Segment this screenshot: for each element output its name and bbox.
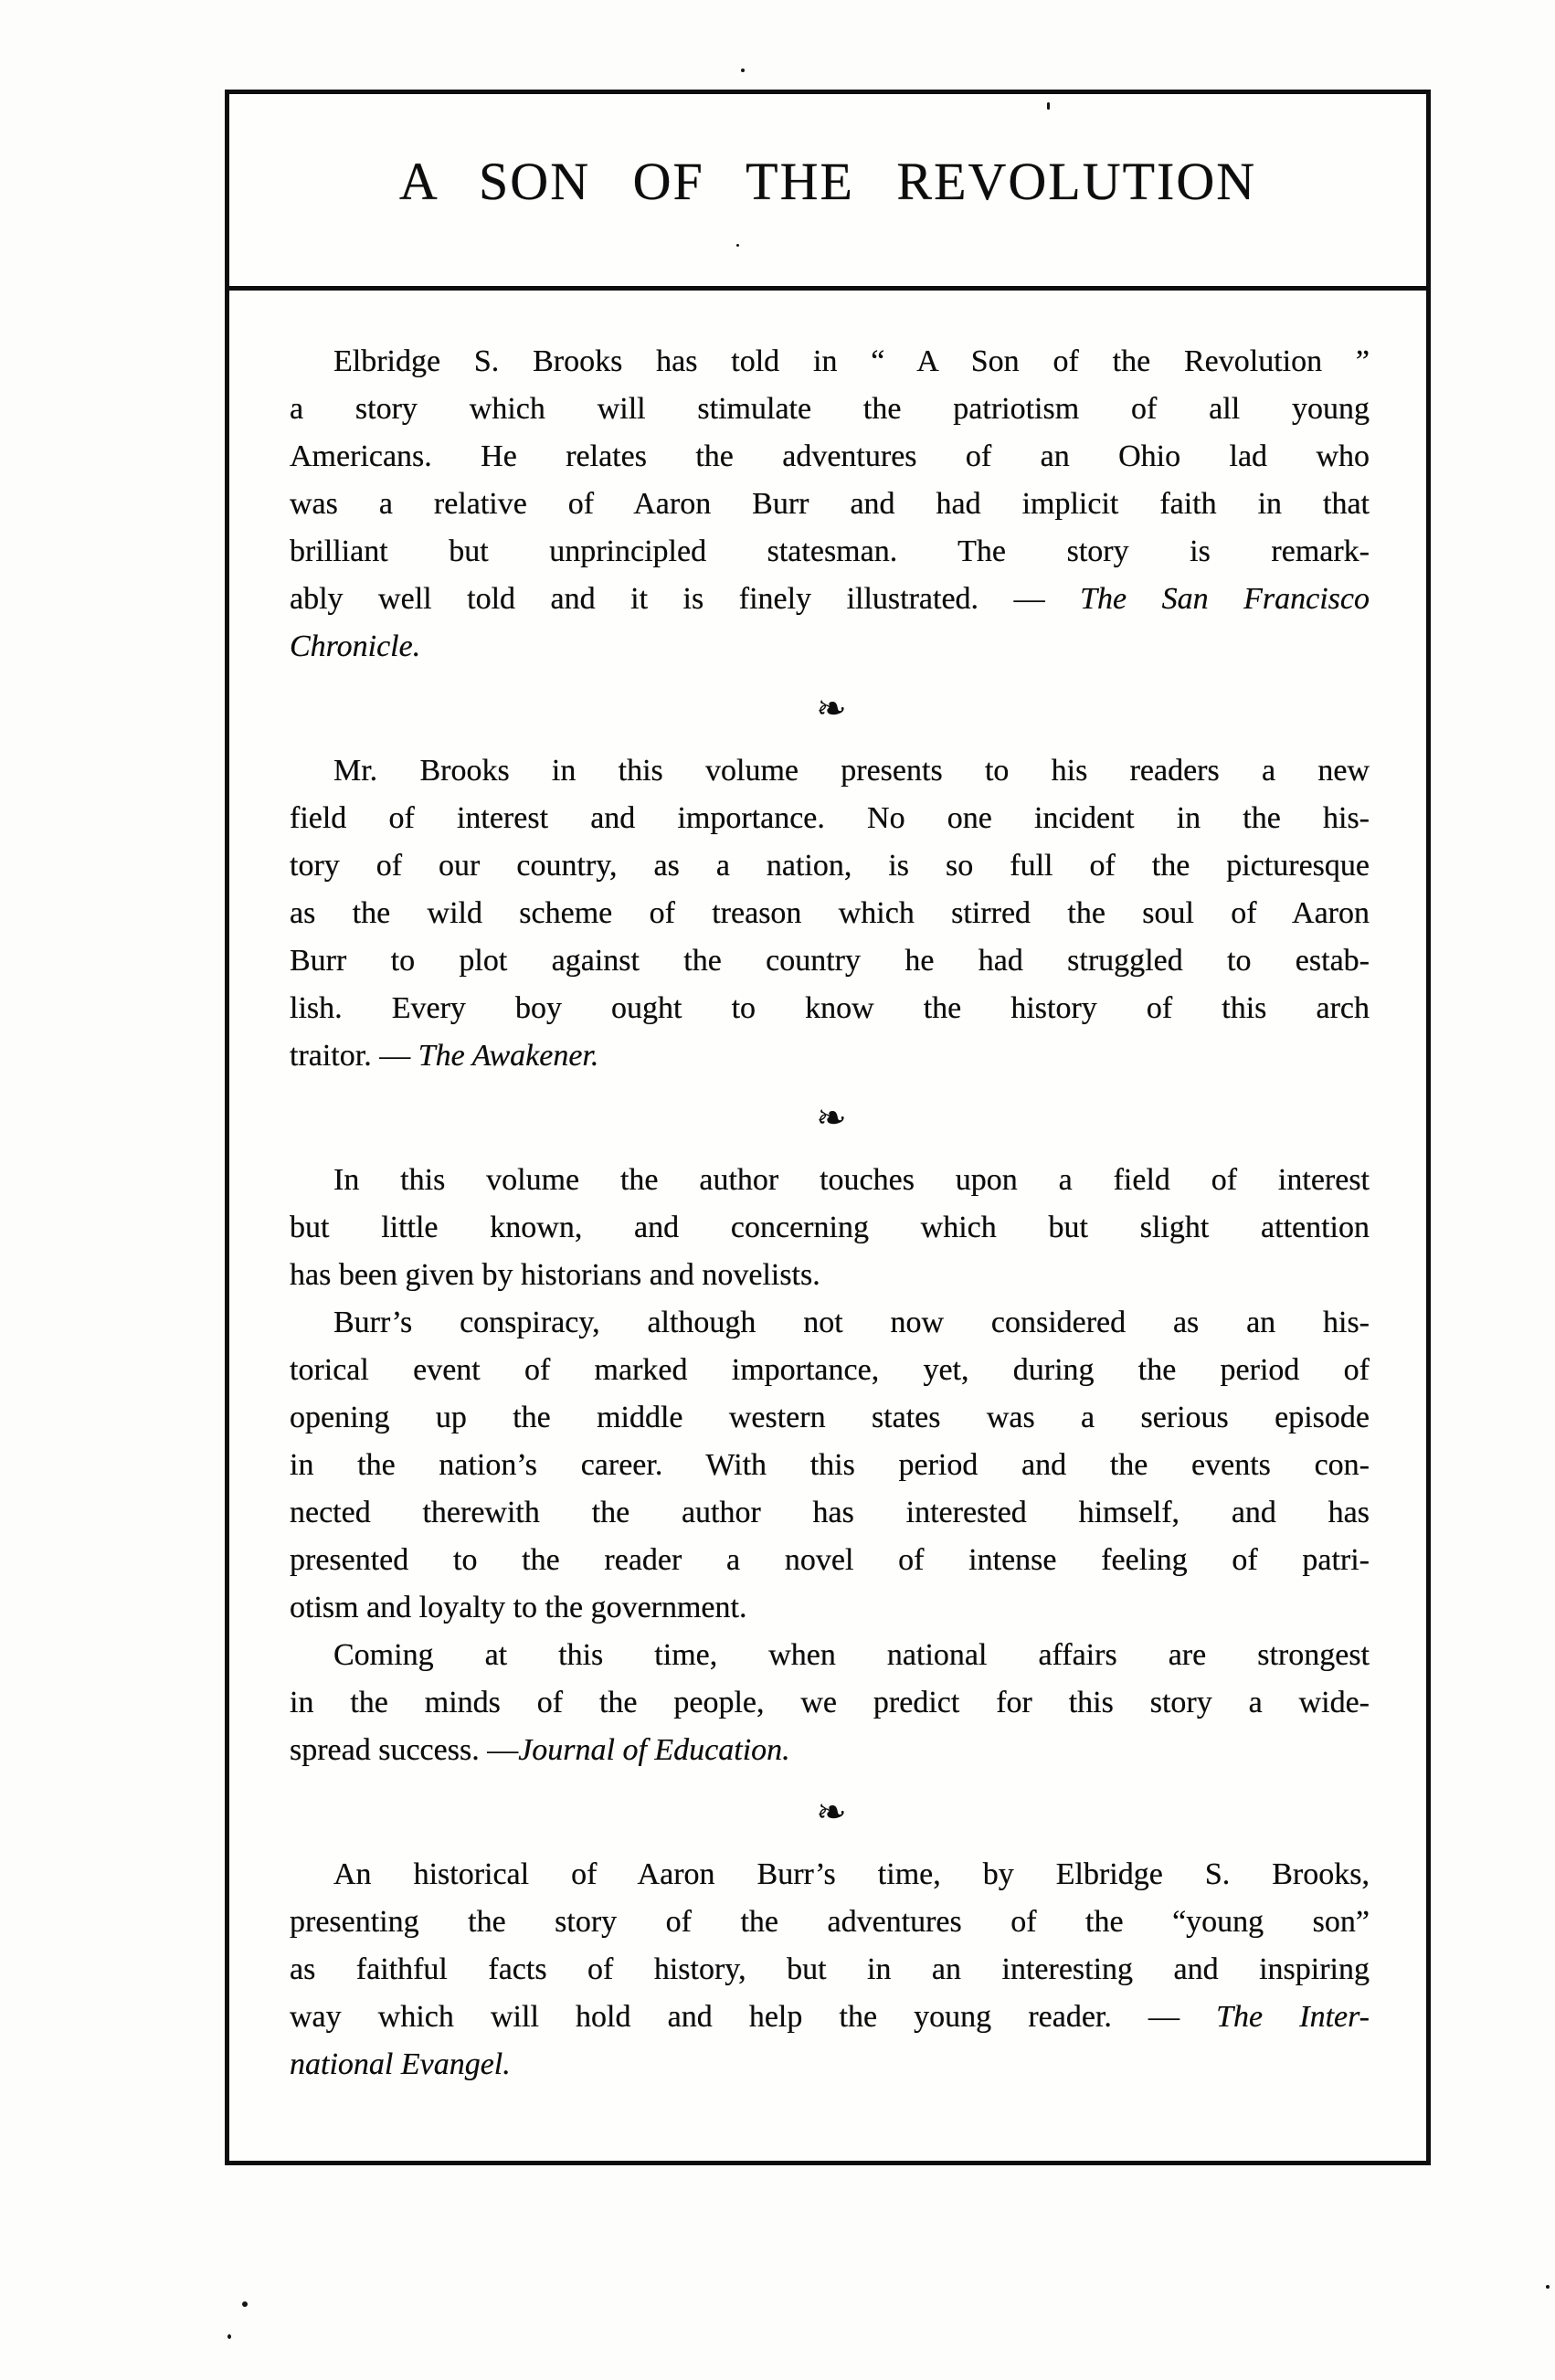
text-line [290, 1347, 1370, 1394]
text-segment: Mr. Brooks in this volume presents to his readers a new [333, 754, 1370, 788]
text-segment: otism and loyalty to the government. [290, 1591, 747, 1624]
review-source-attribution: The San Francisco [1080, 582, 1370, 616]
text-line [290, 985, 1370, 1032]
scan-speck [227, 2334, 231, 2339]
text-segment: nected therewith the author has interested himself, and has [290, 1496, 1370, 1529]
text-segment: traitor. — [290, 1039, 418, 1073]
text-line [290, 1299, 1370, 1347]
review-source-attribution: Journal of Education. [518, 1733, 790, 1767]
paragraph [290, 1299, 1370, 1632]
text-segment: but little known, and concerning which but slight attention [290, 1211, 1370, 1244]
text-line [290, 528, 1370, 576]
review-source-attribution: national Evangel. [290, 2047, 511, 2081]
scan-speck [741, 69, 745, 72]
text-segment: was a relative of Aaron Burr and had implicit faith in that [290, 487, 1370, 521]
text-line [290, 1632, 1370, 1679]
fleuron-icon: ❧ [816, 1792, 847, 1834]
text-line [290, 1394, 1370, 1442]
text-segment: in the nation’s career. With this period and the events con- [290, 1448, 1370, 1482]
review-source-attribution: The Inter- [1216, 2000, 1370, 2034]
fleuron-separator [290, 1787, 1370, 1838]
text-line [290, 623, 1370, 671]
text-segment: torical event of marked importance, yet, during the period of [290, 1353, 1370, 1387]
fleuron-separator [290, 1093, 1370, 1144]
review-source-attribution: The Awakener. [418, 1039, 599, 1073]
paragraph [290, 1851, 1370, 2089]
scan-speck [1047, 102, 1050, 110]
paragraph [290, 1157, 1370, 1299]
scan-speck [736, 244, 739, 247]
text-line [290, 842, 1370, 890]
fleuron-icon: ❧ [816, 1097, 847, 1139]
text-segment: presenting the story of the adventures of the “young son” [290, 1905, 1370, 1939]
text-line [290, 1727, 1370, 1774]
text-segment: ably well told and it is finely illustrated. — [290, 582, 1081, 616]
text-segment: Burr to plot against the country he had struggled to estab- [290, 944, 1370, 978]
text-line [290, 1032, 1370, 1080]
page-border-frame [225, 90, 1431, 2165]
text-line [290, 890, 1370, 937]
text-segment: In this volume the author touches upon a field of interest [333, 1163, 1370, 1197]
title-header [229, 94, 1426, 286]
scan-speck [1546, 2285, 1550, 2289]
text-line [290, 1584, 1370, 1632]
page-title: A SON OF THE REVOLUTION [398, 152, 1257, 211]
text-segment: presented to the reader a novel of intense feeling of patri- [290, 1543, 1370, 1577]
text-segment: tory of our country, as a nation, is so full of the picturesque [290, 849, 1370, 883]
paragraph [290, 338, 1370, 671]
review-text-block [229, 291, 1426, 2089]
text-segment: field of interest and importance. No one incident in the his- [290, 801, 1370, 835]
text-line [290, 747, 1370, 795]
paragraph [290, 747, 1370, 1080]
scan-speck [242, 2301, 248, 2307]
text-segment: opening up the middle western states was a serious episode [290, 1401, 1370, 1434]
text-segment: Coming at this time, when national affairs are strongest [333, 1638, 1370, 1672]
text-line [290, 795, 1370, 842]
text-segment: Americans. He relates the adventures of an Ohio lad who [290, 439, 1370, 473]
text-line [290, 937, 1370, 985]
text-line [290, 1204, 1370, 1252]
text-segment: as faithful facts of history, but in an interesting and inspiring [290, 1952, 1370, 1986]
text-segment: An historical of Aaron Burr’s time, by Elbridge S. Brooks, [333, 1857, 1370, 1891]
text-line [290, 1994, 1370, 2041]
text-line [290, 1252, 1370, 1299]
text-line [290, 433, 1370, 481]
text-segment: lish. Every boy ought to know the history of this arch [290, 991, 1370, 1025]
text-line [290, 386, 1370, 433]
text-line [290, 2041, 1370, 2089]
text-segment: has been given by historians and novelists. [290, 1258, 820, 1292]
fleuron-icon: ❧ [816, 688, 847, 730]
text-line [290, 576, 1370, 623]
text-segment: way which will hold and help the young reader. — [290, 2000, 1217, 2034]
text-line [290, 1157, 1370, 1204]
text-line [290, 1442, 1370, 1489]
text-line [290, 481, 1370, 528]
text-line [290, 338, 1370, 386]
text-line [290, 1899, 1370, 1946]
review-source-attribution: Chronicle. [290, 629, 421, 663]
text-segment: a story which will stimulate the patriotism of all young [290, 392, 1370, 426]
text-line [290, 1537, 1370, 1584]
paragraph [290, 1632, 1370, 1774]
text-segment: brilliant but unprincipled statesman. The story is remark- [290, 534, 1370, 568]
text-segment: as the wild scheme of treason which stirred the soul of Aaron [290, 896, 1370, 930]
text-segment: Elbridge S. Brooks has told in “ A Son of the Revolution ” [333, 344, 1370, 378]
text-segment: spread success. — [290, 1733, 519, 1767]
text-segment: in the minds of the people, we predict for this story a wide- [290, 1686, 1370, 1719]
text-line [290, 1851, 1370, 1899]
text-segment: Burr’s conspiracy, although not now considered as an his- [333, 1306, 1370, 1339]
fleuron-separator [290, 683, 1370, 735]
text-line [290, 1946, 1370, 1994]
text-line [290, 1489, 1370, 1537]
text-line [290, 1679, 1370, 1727]
